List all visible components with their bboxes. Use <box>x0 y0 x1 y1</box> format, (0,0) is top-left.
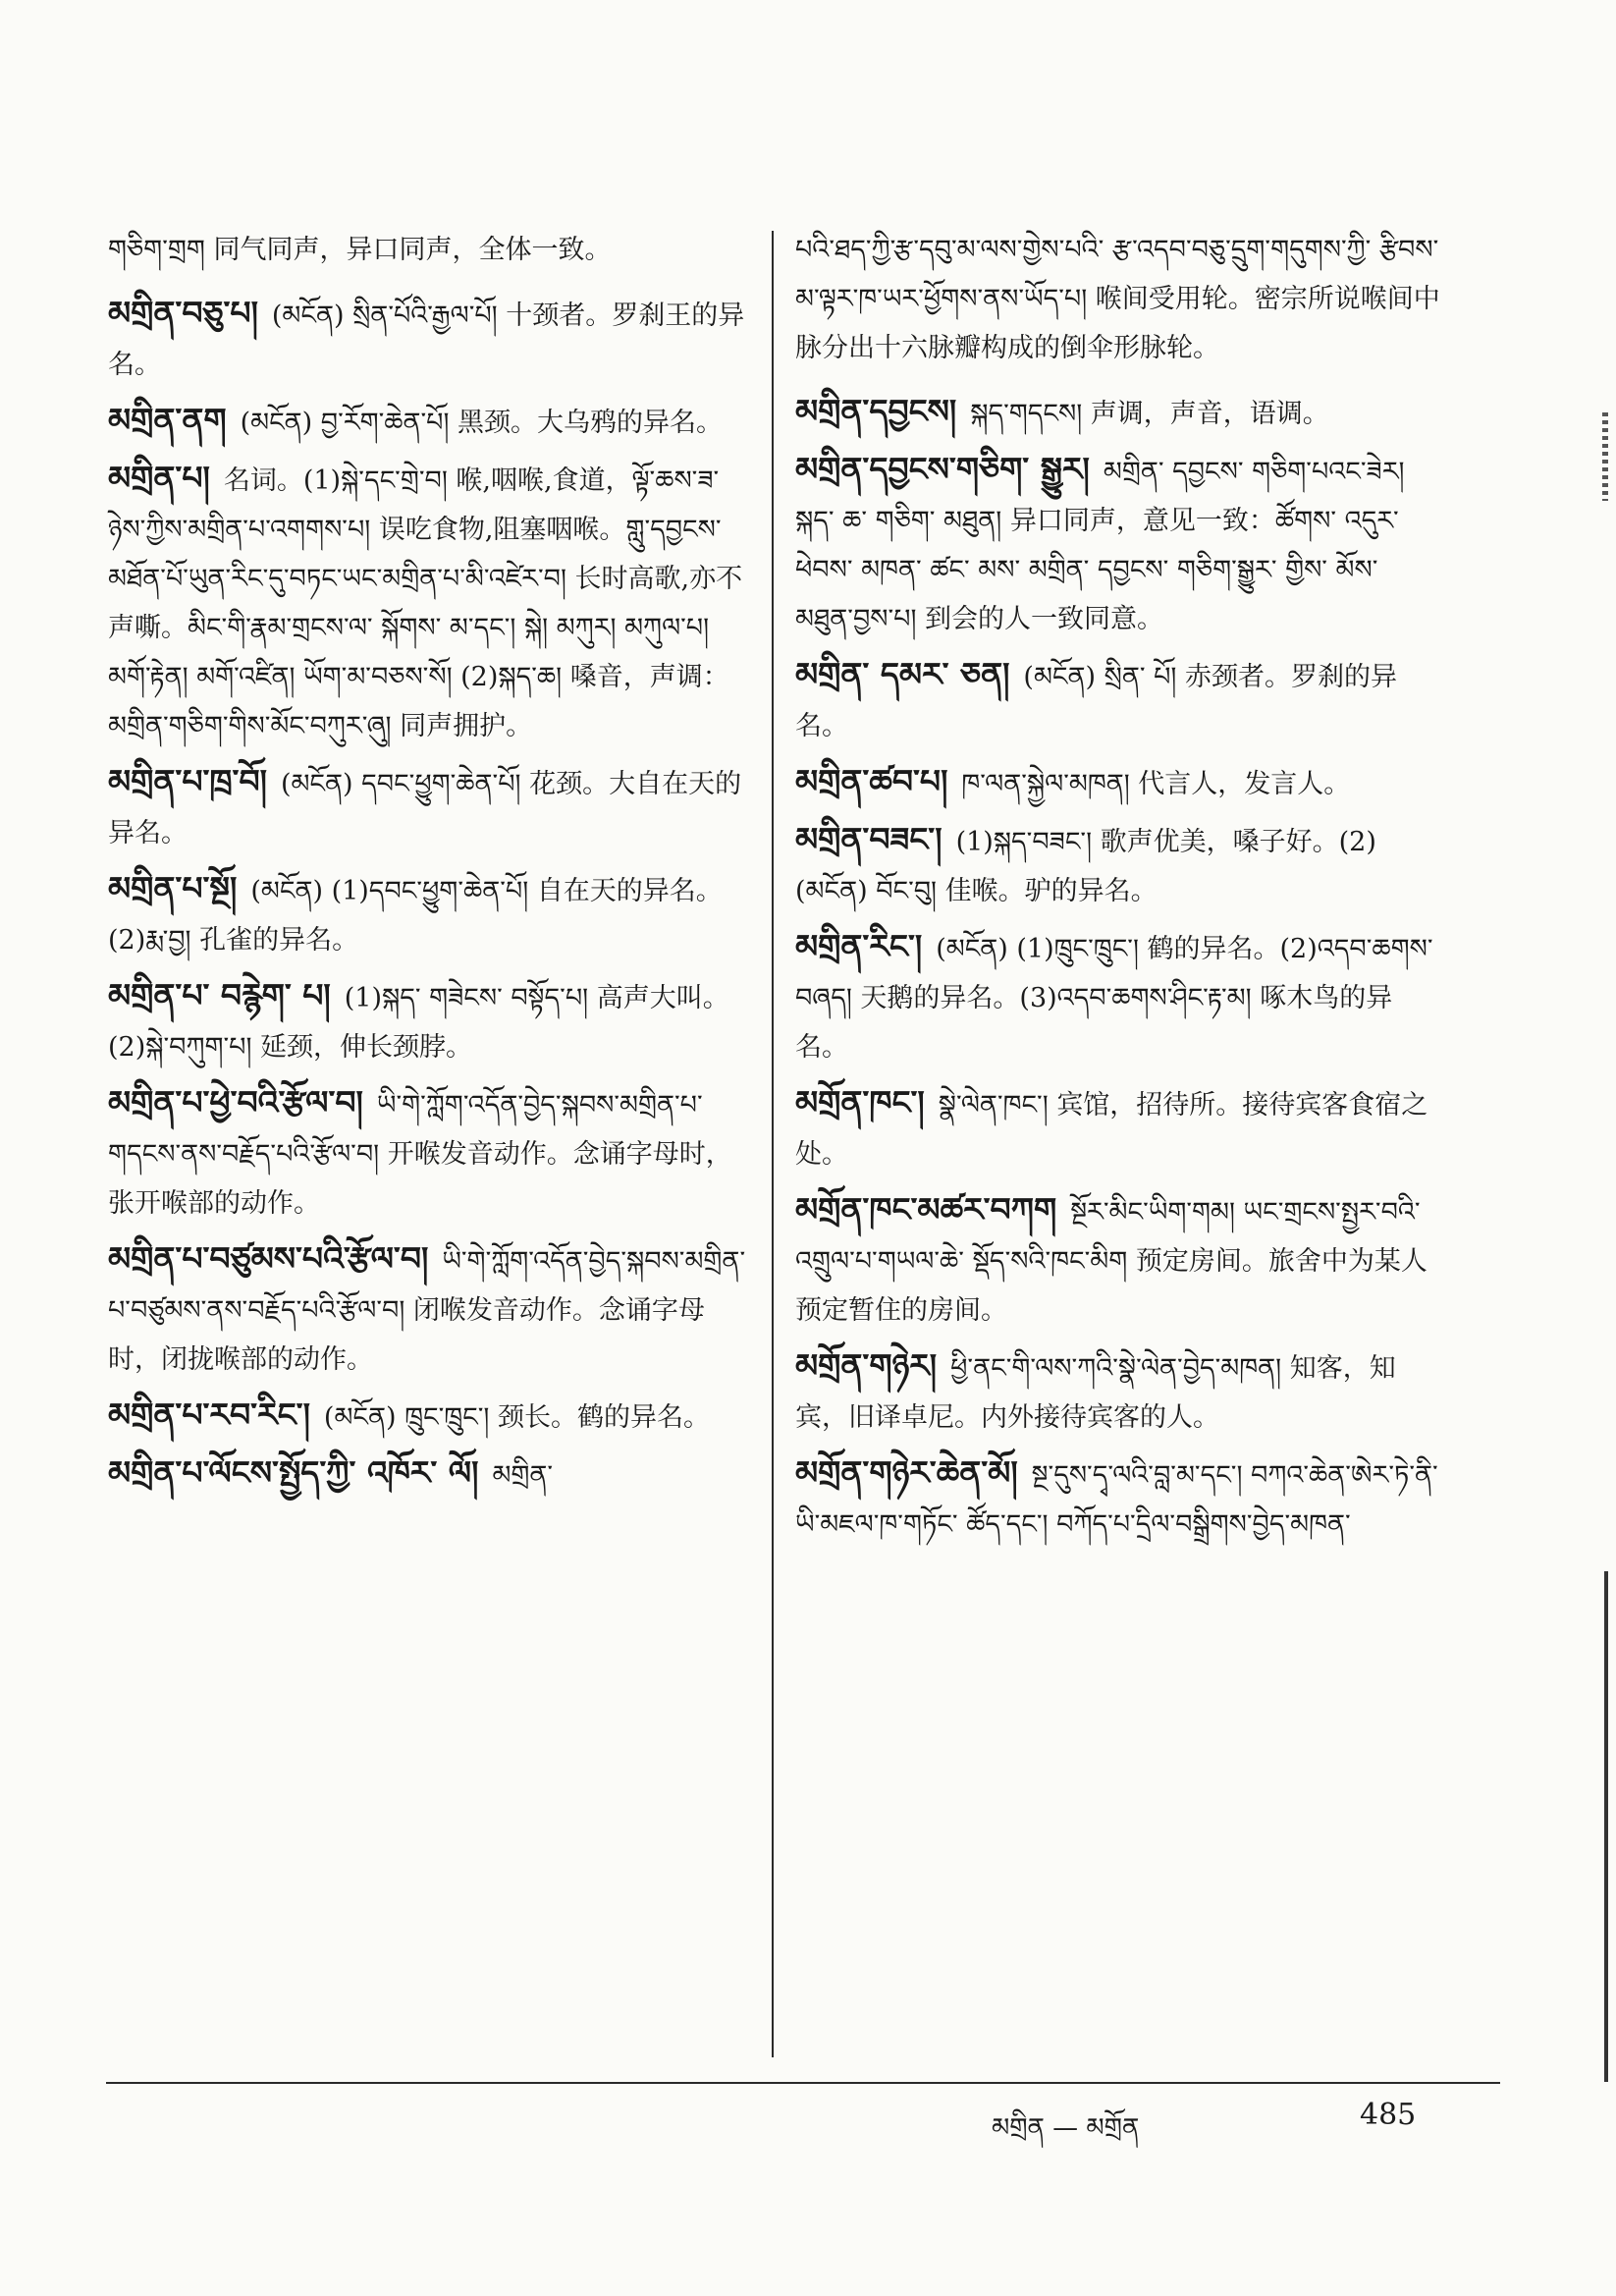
entry-headword: མགྲིན་པ་སྔོ། <box>108 869 238 907</box>
dictionary-entry <box>108 1078 756 1229</box>
entry-definition: (1)སྐད་ གཟེངས་ བསྟོད་པ། 高声大叫。(2)སྐེ་བཀུག་པ། 延颈，伸长颈脖。 <box>108 983 729 1063</box>
entry-definition: པའི་ཐད་ཀྱི་རྩ་དབུ་མ་ལས་གྱེས་པའི་ རྩ་འདབ་བཅུ་དྲུག་གདུགས་ཀྱི་ རྩིབས་མ་ལྟར་ཁ་ཡར་ཕྱོགས་ནས་ཡོད་པ། 喉间受用轮。密宗所说喉间中脉分出十六脉瓣构成的倒伞形脉轮。 <box>795 235 1440 363</box>
dictionary-entry <box>795 815 1443 916</box>
entry-definition: (མངོན) (1)དབང་ཕྱུག་ཆེན་པོ། 自在天的异名。(2)རྨ་བྱ། 孔雀的异名。 <box>108 876 723 956</box>
entry-definition: (མངོན) དབང་ཕྱུག་ཆེན་པོ། 花颈。大自在天的异名。 <box>108 769 742 848</box>
entry-definition: (མངོན) སྲིན་པོའི་རྒྱལ་པོ། 十颈者。罗刹王的异名。 <box>108 301 745 380</box>
dictionary-entry <box>108 1234 756 1385</box>
entry-headword: མགྲོན་ཁང་། <box>795 1083 925 1121</box>
entry-definition: གཅིག་གྲག 同气同声，异口同声，全体一致。 <box>108 235 612 265</box>
entry-definition: སྔོར་མིང་ཡིག་གམ། ཡང་གྲངས་སྤྱར་བའི་འགྲུལ་པ་གཡལ་ཆེ་ སྡོད་སའི་ཁང་མིག 预定房间。旅舍中为某人预定暂住的房间。 <box>795 1197 1427 1326</box>
entry-headword: མགྲིན་བཅུ་པ། <box>108 294 258 332</box>
entry-definition: སྣེ་ལེན་ཁང་། 宾馆，招待所。接待宾客食宿之处。 <box>795 1090 1428 1170</box>
dictionary-entry <box>108 289 756 390</box>
entry-headword: མགྲིན་པ་རབ་རིང་། <box>108 1395 310 1434</box>
scan-edge-line <box>1604 1571 1608 2082</box>
dictionary-entry <box>795 757 1443 809</box>
entry-definition: སྐད་གདངས། 声调，声音，语调。 <box>970 399 1329 429</box>
entry-definition: (མངོན) བྱ་རོག་ཆེན་པོ། 黑颈。大乌鸦的异名。 <box>240 408 724 438</box>
entry-definition: (1)སྐད་བཟང་། 歌声优美，嗓子好。(2)(མངོན) བོང་བུ། 佳喉。驴的异名。 <box>795 827 1376 906</box>
page-number: 485 <box>1360 2098 1417 2132</box>
entry-headword: མགྲིན་རིང་། <box>795 927 923 965</box>
entry-headword: མགྲོན་གཉེར་ཆེན་མོ། <box>795 1453 1018 1492</box>
entry-headword: མགྲིན་པ་ བརྙེག་ པ། <box>108 976 331 1014</box>
dictionary-entry <box>108 1449 756 1501</box>
entry-headword: མགྲིན་པ་ལོངས་སྤྱོད་ཀྱི་ འཁོར་ ལོ། <box>108 1453 479 1492</box>
entry-headword: མགྲིན་དབྱངས་གཅིག་ སྒྱུར། <box>795 450 1090 488</box>
dictionary-entry <box>795 1078 1443 1179</box>
entry-definition: (མངོན) སྲིན་ པོ། 赤颈者。罗刹的异名。 <box>795 662 1397 741</box>
dictionary-entry <box>108 226 756 275</box>
left-column <box>108 226 756 1506</box>
entry-headword: མགྲིན་བཟང་། <box>795 820 943 858</box>
guide-words: མགྲིན — མགྲོན <box>992 2113 1140 2143</box>
entry-headword: མགྲིན་པ་བཙུམས་པའི་རྩོལ་བ། <box>108 1239 429 1278</box>
entry-headword: མགྲིན་ནག <box>108 401 227 439</box>
entry-definition: ཕྱི་ནང་གི་ལས་ཀའི་སྣེ་ལེན་བྱེད་མཁན། 知客，知宾，旧译卓尼。内外接待宾客的人。 <box>795 1353 1396 1433</box>
dictionary-entry <box>795 1449 1443 1550</box>
entry-headword: མགྲིན་ཚབ་པ། <box>795 762 948 800</box>
dictionary-entry <box>795 1185 1443 1336</box>
entry-definition: མགྲིན་ དབྱངས་ གཅིག་པའང་ཟེར། སྐད་ ཆ་ གཅིག་ མཐུན། 异口同声，意见一致：ཚོགས་ འདུར་ ཕེབས་ མཁན་ ཚང་ མས་ མགྲིན་ དབྱངས་ གཅིག་སྒྱུར་ གྱིས་ མོས་ མཐུན་བྱས་པ། 到会的人一致同意。 <box>795 457 1405 634</box>
dictionary-entry <box>108 971 756 1072</box>
entry-headword: མགྲོན་གཉེར། <box>795 1346 938 1385</box>
dictionary-entry <box>795 650 1443 751</box>
scan-edge-mark <box>1602 412 1608 501</box>
entry-headword: མགྲིན་པ། <box>108 459 210 497</box>
right-column <box>795 226 1443 1556</box>
entry-definition: མགྲིན་ <box>492 1460 554 1491</box>
entry-definition: 名词。(1)སྐེ་དང་གྲེ་བ། 喉,咽喉,食道，ལྟོ་ཆས་ཟ་ཉེས་ཀྱིས་མགྲིན་པ་འགགས་པ། 误吃食物,阻塞咽喉。གླུ་དབྱངས་མཐོན་པོ་ཡུན་རིང་དུ་བཏང་ཡང་མགྲིན་པ་མི་འཛེར་བ། 长时高歌,亦不声嘶。མིང་གི་རྣམ་གྲངས་ལ་ སྐོགས་ མ་དང་། སྐེ། མཀུར། མཀུལ་པ། མགོ་རྟེན། མགོ་འཛིན། ཡོག་མ་བཅས་སོ། (2)སྐད་ཆ། 嗓音，声调：མགྲིན་གཅིག་གིས་མོང་བཀུར་ཞུ། 同声拥护。 <box>108 465 743 741</box>
column-divider <box>772 231 774 2057</box>
dictionary-entry <box>108 454 756 751</box>
entry-headword: མགྲིན་པ་ཁྲ་བོ། <box>108 762 267 800</box>
entry-definition: ཡི་གེ་ཀློག་འདོན་བྱེད་སྐབས་མགྲིན་པ་གདངས་ནས་བརྗོད་པའི་རྩོལ་བ། 开喉发音动作。念诵字母时，张开喉部的动作。 <box>108 1090 732 1219</box>
dictionary-entry <box>108 757 756 858</box>
dictionary-entry <box>795 1341 1443 1443</box>
footer-rule <box>106 2082 1500 2084</box>
dictionary-entry <box>108 864 756 965</box>
entry-definition: ཁ་ལན་སྐྱེལ་མཁན། 代言人，发言人。 <box>961 769 1351 799</box>
dictionary-entry <box>795 226 1443 373</box>
dictionary-entry <box>108 1391 756 1443</box>
entry-headword: མགྲིན་ དམར་ ཅན། <box>795 655 1010 693</box>
entry-definition: (མངོན) (1)ཁྲུང་ཁྲུང་། 鹤的异名。(2)འདབ་ཆགས་བཞད། 天鹅的异名。(3)འདབ་ཆགས་ཤིང་རྟ་མ། 啄木鸟的异名。 <box>795 934 1433 1063</box>
entry-definition: (མངོན) ཁྲུང་ཁྲུང་། 颈长。鹤的异名。 <box>323 1402 710 1433</box>
entry-headword: མགྲིན་དབྱངས། <box>795 392 957 430</box>
entry-definition: ཡི་གེ་ཀློག་འདོན་བྱེད་སྐབས་མགྲིན་པ་བཙུམས་ནས་བརྗོད་པའི་རྩོལ་བ། 闭喉发音动作。念诵字母时，闭拢喉部的动作。 <box>108 1246 746 1375</box>
entry-headword: མགྲིན་པ་ཕྱེ་བའི་རྩོལ་བ། <box>108 1083 363 1121</box>
dictionary-entry <box>795 445 1443 644</box>
entry-headword: མགྲོན་ཁང་མཚར་བཀག <box>795 1190 1057 1229</box>
dictionary-entry <box>108 396 756 448</box>
dictionary-entry <box>795 387 1443 439</box>
dictionary-entry <box>795 922 1443 1072</box>
entry-definition: སྔ་དུས་དྭ་ལའི་བླ་མ་དང་། བཀའ་ཆེན་ཨེར་ཏེ་ནི་ཡི་མཇལ་ཁ་གཏོང་ ཚོད་དང་། བཀོད་པ་དྲིལ་བསྒྲིགས་བྱེད་མཁན་ <box>795 1460 1438 1540</box>
